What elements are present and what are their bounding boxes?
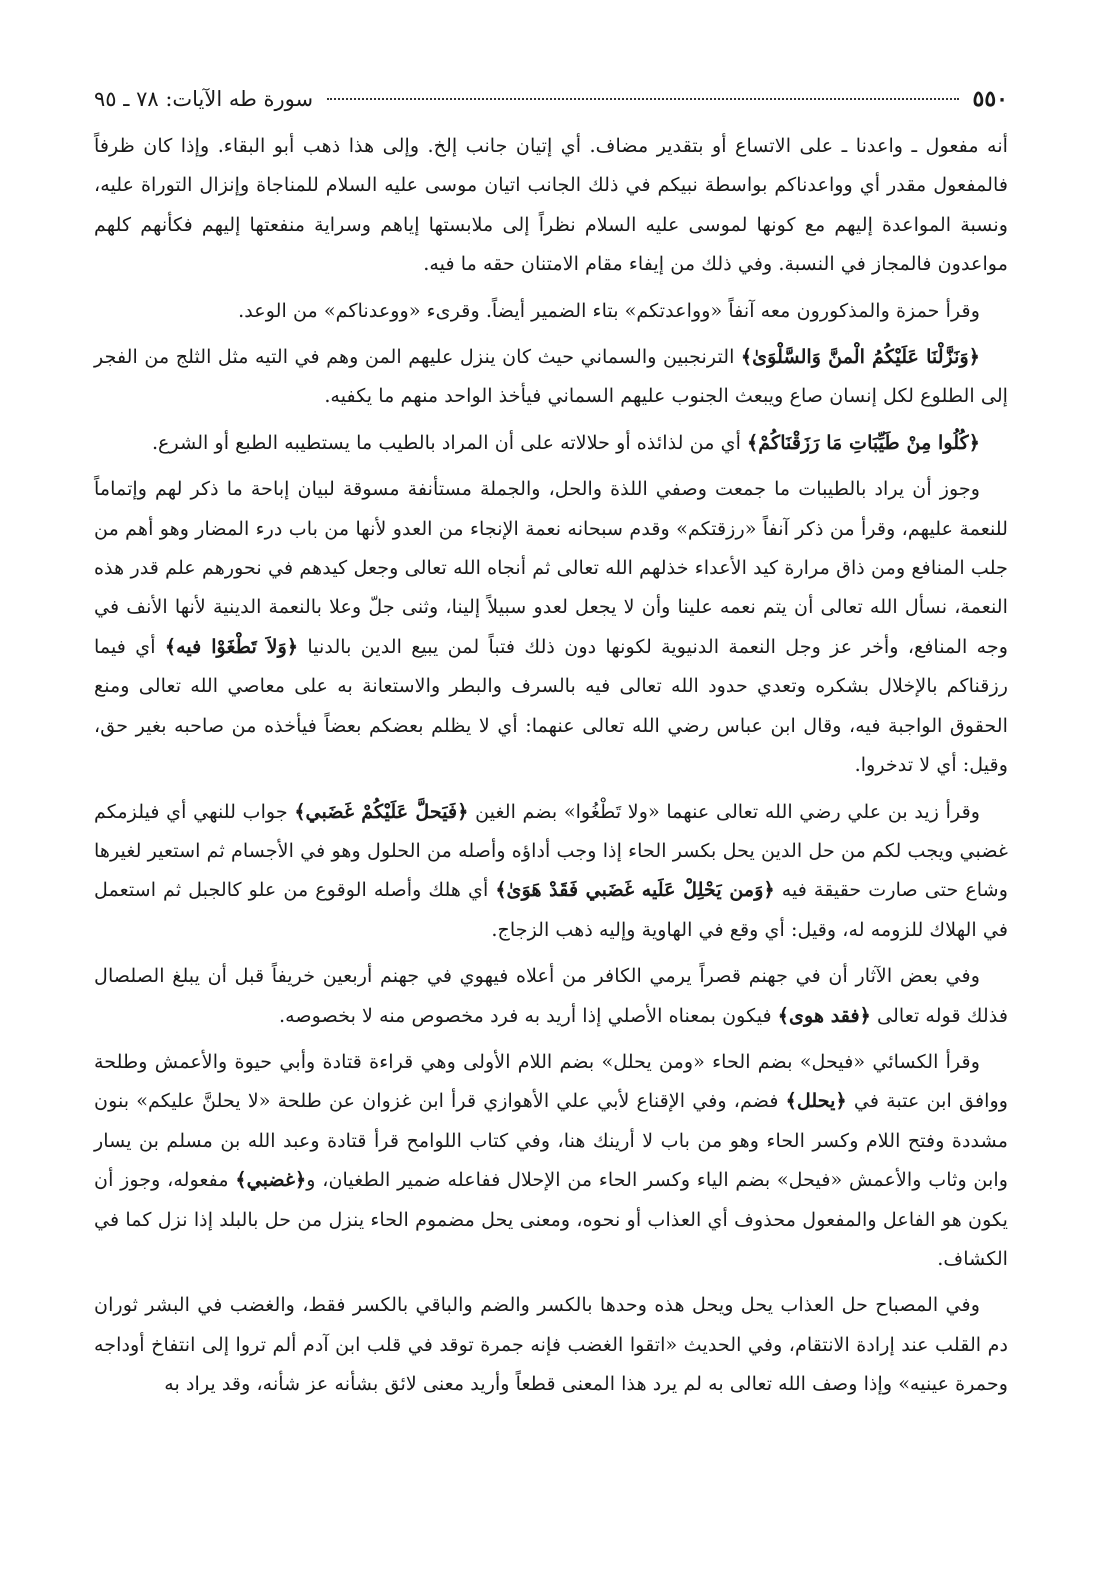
paragraph xyxy=(94,792,1008,950)
quran-verse: ﴿فَيَحلَّ عَلَيْكُمْ غَضَبي﴾ xyxy=(294,799,469,823)
quran-verse: ﴿وَلاَ تَطْغَوْا فيه﴾ xyxy=(164,634,299,658)
quran-verse: ﴿كُلُوا مِنْ طَيِّبَاتِ مَا رَزَقْنَاكُمْ﴾ xyxy=(747,430,980,454)
paragraph xyxy=(94,1042,1008,1278)
paragraph-text: مفعوله، وجوز أن يكون هو الفاعل والمفعول محذوف أي العذاب أو نحوه، ومعنى يحل مضموم الحاء ينزل من حل بالبلد إذا نزل كما في الكشاف. xyxy=(94,1168,1008,1270)
paragraph xyxy=(94,956,1008,1035)
quran-verse: ﴿غضبي﴾ xyxy=(235,1168,307,1192)
paragraph xyxy=(94,469,1008,784)
paragraph-text: الترنجبين والسماني حيث كان ينزل عليهم المن وهم في التيه مثل الثلج من الفجر إلى الطلوع لكل إنسان صاع ويبعث الجنوب عليهم السماني فيأخذ الواحد منهم ما يكفيه. xyxy=(94,345,1008,408)
quran-verse: ﴿وَمن يَحْلِلْ عَلَيه غَضَبي فَقَدْ هَوَىٰ﴾ xyxy=(495,878,775,902)
quran-verse: ﴿وَنَزَّلْنَا عَلَيْكُمُ الْمنَّ وَالسَّلْوَىٰ﴾ xyxy=(740,345,980,369)
paragraph-text: جواب للنهي أي فيلزمكم غضبي ويجب لكم من حل الدين يحل بكسر الحاء إذا وجب أداؤه وأصله من الحلول وهو في الأجسام ثم استعير لغيرها وشاع حتى صارت حقيقة فيه xyxy=(94,799,1008,902)
paragraph xyxy=(94,423,1008,462)
paragraph-text: أي هلك وأصله الوقوع من علو كالجبل ثم استعمل في الهلاك للزومه له، وقيل: أي وقع في الهاوية وإليه ذهب الزجاج. xyxy=(94,878,1008,941)
paragraph-text: أي من لذائذه أو حلالاته على أن المراد بالطيب ما يستطيبه الطبع أو الشرع. xyxy=(151,430,748,454)
paragraph-text: أنه مفعول ـ واعدنا ـ على الاتساع أو بتقدير مضاف. أي إتيان جانب إلخ. وإلى هذا ذهب أبو البقاء. وإذا كان ظرفاً فالمفعول مقدر أي وواعدناكم بواسطة نبيكم في ذلك الجانب اتيان موسى عليه السلام للمناجاة وإنزال التوراة عليه، ونسبة المواعدة إليهم مع كونها لموسى عليه السلام نظراً إلى ملابستها إياهم وسراية منفعتها إليهم فكأنهم كلهم مواعدون فالمجاز في النسبة. وفي ذلك من إيفاء مقام الامتنان حقه ما فيه. xyxy=(94,134,1008,276)
header-dotted-leader xyxy=(327,98,958,100)
paragraph-text: فيكون بمعناه الأصلي إذا أريد به فرد مخصوص منه لا بخصوصه. xyxy=(279,1003,778,1027)
paragraph xyxy=(94,291,1008,330)
paragraph xyxy=(94,337,1008,416)
running-header xyxy=(94,86,1008,126)
surah-title: سورة طه الآيات: ٧٨ ـ ٩٥ xyxy=(94,87,314,111)
paragraph-text: فضم، وفي الإقناع لأبي علي الأهوازي قرأ ابن غزوان عن طلحة «لا يحلنَّ عليكم» بنون مشددة وفتح اللام وكسر الحاء وهو من باب لا أرينك هنا، وفي كتاب اللوامح قرأ قتادة وعبد الله بن مسلم بن يسار وابن وثاب والأعمش «فيحل» بضم الياء وكسر الحاء من الإحلال ففاعله ضمير الطغيان، و xyxy=(94,1089,1008,1192)
paragraph-text: أي فيما رزقناكم بالإخلال بشكره وتعدي حدود الله تعالى فيه بالسرف والبطر والاستعانة به على معاصي الله تعالى ومنع الحقوق الواجبة فيه، وقال ابن عباس رضي الله تعالى عنهما: أي لا يظلم بعضكم بعضاً فيأخذه من صاحبه بغير حق، وقيل: أي لا تدخروا. xyxy=(94,634,1008,777)
paragraph-text: وقرأ زيد بن علي رضي الله تعالى عنهما «ولا تَطْغُوا» بضم الغين xyxy=(468,799,981,823)
paragraph-text: وجوز أن يراد بالطيبات ما جمعت وصفي اللذة والحل، والجملة مستأنفة مسوقة لبيان إباحة ما ذكر لهم وإتماماً للنعمة عليهم، وقرأ من ذكر آنفاً «رزقتكم» وقدم سبحانه نعمة الإنجاء من العدو لأنها من باب درء المضار وهو أهم من جلب المنافع ومن ذاق مرارة كيد الأعداء خذلهم الله تعالى ثم أنجاه الله تعالى وجعل كيدهم في نحورهم علم قدر هذه النعمة، نسأل الله تعالى أن يتم نعمه علينا وأن لا يجعل لعدو سبيلاً إلينا، وثنى جلّ وعلا بالنعمة الدينية لأنها الأنف في وجه المنافع، وأخر عز وجل النعمة الدنيوية لكونها دون ذلك فتباً لمن يبيع الدين بالدنيا xyxy=(94,477,1009,658)
paragraph xyxy=(94,126,1008,284)
paragraph-text: وفي بعض الآثار أن في جهنم قصراً يرمي الكافر من أعلاه فيهوي في جهنم أربعين خريفاً قبل أن يبلغ الصلصال فذلك قوله تعالى xyxy=(94,964,1008,1027)
paragraph-text: وقرأ الكسائي «فيحل» بضم الحاء «ومن يحلل» بضم اللام الأولى وهي قراءة قتادة وأبي حيوة والأعمش وطلحة ووافق ابن عتبة في xyxy=(94,1049,1008,1113)
paragraph-text: وفي المصباح حل العذاب يحل ويحل هذه وحدها بالكسر والضم والباقي بالكسر فقط، والغضب في البشر ثوران دم القلب عند إرادة الانتقام، وفي الحديث «اتقوا الغضب فإنه جمرة توقد في قلب ابن آدم ألم تروا إلى انتفاخ أوداجه وحمرة عينيه» وإذا وصف الله تعالى به لم يرد هذا المعنى قطعاً وأريد معنى لائق بشأنه عز شأنه، وقد يراد به xyxy=(94,1293,1008,1396)
quran-verse: ﴿فقد هوى﴾ xyxy=(777,1003,871,1027)
quran-verse: ﴿يحلل﴾ xyxy=(785,1089,847,1113)
paragraph-text: وقرأ حمزة والمذكورون معه آنفاً «وواعدتكم» بتاء الضمير أيضاً. وقرىء «ووعدناكم» من الوعد. xyxy=(238,298,980,322)
paragraph xyxy=(94,1285,1008,1403)
commentary-body xyxy=(94,126,1008,1404)
page-number: ٥٥٠ xyxy=(972,86,1008,112)
